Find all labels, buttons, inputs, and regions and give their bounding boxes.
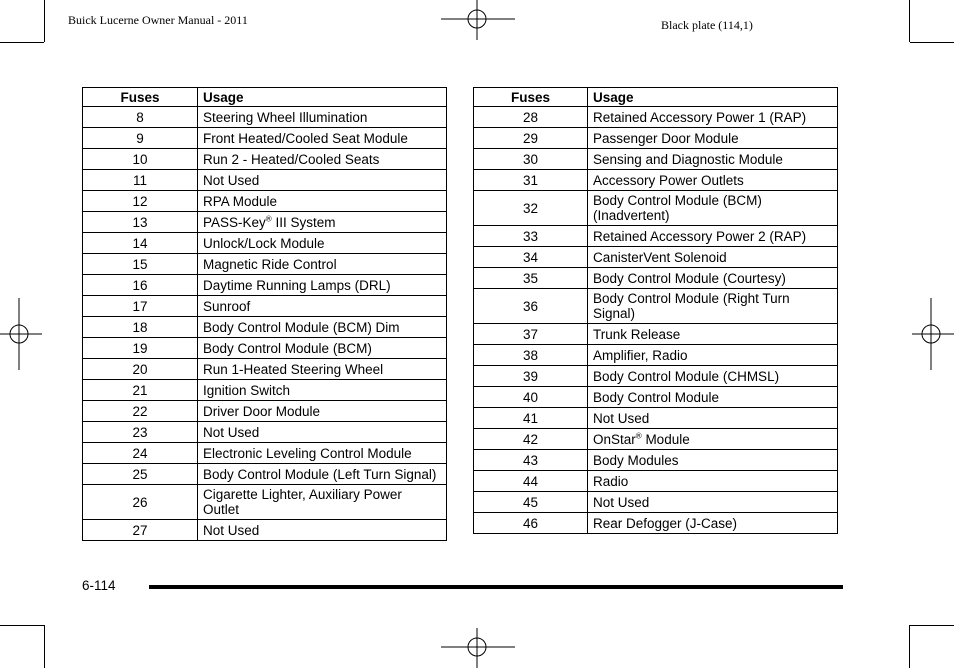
fuse-number: 23 <box>83 422 198 443</box>
fuse-number: 46 <box>474 513 588 534</box>
page-number: 6-114 <box>82 578 116 593</box>
fuse-usage <box>588 268 838 289</box>
fuse-usage <box>198 380 447 401</box>
fuse-number: 27 <box>83 520 198 541</box>
table-row <box>83 191 447 212</box>
fuse-number: 45 <box>474 492 588 513</box>
fuse-usage <box>588 324 838 345</box>
fuse-number: 16 <box>83 275 198 296</box>
usage-text: Not Used <box>203 522 260 538</box>
table-row <box>83 170 447 191</box>
header-plate: Black plate (114,1) <box>661 18 753 32</box>
fuse-number: 28 <box>474 107 588 128</box>
table-row <box>474 429 838 450</box>
fuse-usage <box>588 226 838 247</box>
fuse-usage <box>588 191 838 226</box>
fuse-number: 9 <box>83 128 198 149</box>
fuse-number: 11 <box>83 170 198 191</box>
column-header-fuses: Fuses <box>474 88 588 107</box>
fuse-number: 10 <box>83 149 198 170</box>
fuse-usage <box>198 520 447 541</box>
table-row <box>83 317 447 338</box>
usage-text: Sensing and Diagnostic Module <box>593 151 783 167</box>
table-row <box>83 233 447 254</box>
registration-mark-icon <box>441 628 515 668</box>
fuse-number: 44 <box>474 471 588 492</box>
table-row <box>83 338 447 359</box>
usage-text: Passenger Door Module <box>593 130 739 146</box>
table-row <box>474 408 838 429</box>
registration-mark-icon <box>441 0 515 42</box>
crop-mark <box>44 0 45 42</box>
usage-text: Driver Door Module <box>203 403 321 419</box>
table-row <box>474 450 838 471</box>
footer-rule <box>149 585 843 589</box>
usage-text: Not Used <box>203 172 260 188</box>
fuse-number: 17 <box>83 296 198 317</box>
fuse-table-right <box>473 87 838 534</box>
table-row <box>474 268 838 289</box>
fuse-usage <box>588 387 838 408</box>
fuse-number: 36 <box>474 289 588 324</box>
fuse-number: 26 <box>83 485 198 520</box>
fuse-number: 13 <box>83 212 198 233</box>
column-header-usage: Usage <box>198 88 447 107</box>
usage-text: Unlock/Lock Module <box>203 235 325 251</box>
fuse-number: 41 <box>474 408 588 429</box>
fuse-number: 33 <box>474 226 588 247</box>
table-row <box>474 471 838 492</box>
usage-text: PASS-Key <box>203 214 266 230</box>
fuse-usage <box>588 429 838 450</box>
table-header-row <box>83 88 447 107</box>
table-row <box>474 492 838 513</box>
fuse-number: 22 <box>83 401 198 422</box>
table-row <box>474 170 838 191</box>
usage-text: Not Used <box>593 494 650 510</box>
table-row <box>474 366 838 387</box>
crop-mark <box>0 625 44 626</box>
usage-text: OnStar <box>593 431 636 447</box>
fuse-usage <box>588 492 838 513</box>
fuse-usage <box>588 247 838 268</box>
fuse-number: 43 <box>474 450 588 471</box>
fuse-table-left <box>82 87 447 541</box>
fuse-number: 30 <box>474 149 588 170</box>
usage-text: RPA Module <box>203 193 278 209</box>
fuse-number: 34 <box>474 247 588 268</box>
table-row <box>83 443 447 464</box>
table-row <box>474 247 838 268</box>
usage-text: Not Used <box>593 410 650 426</box>
fuse-number: 39 <box>474 366 588 387</box>
fuse-usage <box>198 296 447 317</box>
column-header-usage: Usage <box>588 88 838 107</box>
fuse-number: 29 <box>474 128 588 149</box>
fuse-usage <box>198 443 447 464</box>
table-row <box>83 107 447 128</box>
usage-text: Body Control Module (Courtesy) <box>593 270 786 286</box>
fuse-usage <box>588 289 838 324</box>
usage-text: Retained Accessory Power 1 (RAP) <box>593 109 807 125</box>
table-row <box>474 324 838 345</box>
table-row <box>83 128 447 149</box>
fuse-usage <box>588 408 838 429</box>
fuse-number: 14 <box>83 233 198 254</box>
table-row <box>474 513 838 534</box>
fuse-usage <box>588 170 838 191</box>
usage-text: Trunk Release <box>593 326 681 342</box>
fuse-usage <box>588 513 838 534</box>
table-row <box>83 485 447 520</box>
fuse-usage <box>198 338 447 359</box>
registration-mark-icon <box>912 298 954 370</box>
table-row <box>474 345 838 366</box>
table-row <box>83 296 447 317</box>
table-row <box>474 107 838 128</box>
fuse-number: 24 <box>83 443 198 464</box>
table-row <box>474 128 838 149</box>
usage-text-suffix: Module <box>641 431 690 447</box>
usage-text-suffix: III System <box>271 214 336 230</box>
fuse-usage <box>588 450 838 471</box>
fuse-usage <box>588 107 838 128</box>
usage-text: Electronic Leveling Control Module <box>203 445 412 461</box>
crop-mark <box>0 42 44 43</box>
usage-text: Radio <box>593 473 629 489</box>
fuse-usage <box>588 345 838 366</box>
fuse-number: 40 <box>474 387 588 408</box>
usage-text: Cigarette Lighter, Auxiliary Power Outlet <box>203 487 402 517</box>
fuse-usage <box>198 107 447 128</box>
fuse-usage <box>198 359 447 380</box>
fuse-usage <box>198 254 447 275</box>
table-row <box>474 226 838 247</box>
fuse-number: 37 <box>474 324 588 345</box>
fuse-usage <box>198 191 447 212</box>
fuse-usage <box>198 422 447 443</box>
usage-text: Ignition Switch <box>203 382 291 398</box>
fuse-number: 8 <box>83 107 198 128</box>
usage-text: Body Control Module (Right Turn Signal) <box>593 291 790 321</box>
crop-mark <box>44 625 45 668</box>
usage-text: Run 1-Heated Steering Wheel <box>203 361 384 377</box>
table-row <box>474 289 838 324</box>
usage-text: Body Control Module <box>593 389 720 405</box>
fuse-usage <box>198 275 447 296</box>
table-row <box>83 464 447 485</box>
usage-text: Accessory Power Outlets <box>593 172 744 188</box>
fuse-usage <box>198 317 447 338</box>
table-row <box>83 149 447 170</box>
registered-mark: ® <box>265 214 272 223</box>
header-title: Buick Lucerne Owner Manual - 2011 <box>68 13 248 27</box>
fuse-usage <box>198 149 447 170</box>
usage-text: Body Control Module (BCM) <box>203 340 372 356</box>
table-row <box>83 422 447 443</box>
fuse-number: 12 <box>83 191 198 212</box>
usage-text: Steering Wheel Illumination <box>203 109 368 125</box>
table-row <box>474 387 838 408</box>
table-row <box>474 149 838 170</box>
usage-text: Body Control Module (BCM) Dim <box>203 319 400 335</box>
usage-text: Body Control Module (BCM) (Inadvertent) <box>593 193 762 223</box>
fuse-number: 18 <box>83 317 198 338</box>
usage-text: Body Control Module (Left Turn Signal) <box>203 466 437 482</box>
table-row <box>83 212 447 233</box>
fuse-usage <box>588 366 838 387</box>
registration-mark-icon <box>0 298 42 370</box>
registered-mark: ® <box>635 431 642 440</box>
table-row <box>83 254 447 275</box>
fuse-number: 25 <box>83 464 198 485</box>
crop-mark <box>909 0 910 42</box>
fuse-number: 38 <box>474 345 588 366</box>
fuse-usage <box>198 464 447 485</box>
fuse-usage <box>198 170 447 191</box>
fuse-usage <box>198 233 447 254</box>
fuse-usage <box>198 128 447 149</box>
usage-text: Rear Defogger (J-Case) <box>593 515 738 531</box>
fuse-number: 31 <box>474 170 588 191</box>
usage-text: Retained Accessory Power 2 (RAP) <box>593 228 807 244</box>
usage-text: Run 2 - Heated/Cooled Seats <box>203 151 380 167</box>
table-row <box>83 359 447 380</box>
fuse-number: 21 <box>83 380 198 401</box>
table-row <box>83 520 447 541</box>
usage-text: Magnetic Ride Control <box>203 256 337 272</box>
table-row <box>474 191 838 226</box>
fuse-number: 35 <box>474 268 588 289</box>
usage-text: CanisterVent Solenoid <box>593 249 727 265</box>
usage-text: Daytime Running Lamps (DRL) <box>203 277 391 293</box>
usage-text: Body Modules <box>593 452 679 468</box>
table-row <box>83 380 447 401</box>
usage-text: Not Used <box>203 424 260 440</box>
fuse-usage <box>588 471 838 492</box>
fuse-usage <box>588 128 838 149</box>
crop-mark <box>909 625 910 668</box>
usage-text: Sunroof <box>203 298 251 314</box>
fuse-number: 20 <box>83 359 198 380</box>
column-header-fuses: Fuses <box>83 88 198 107</box>
fuse-usage <box>198 212 447 233</box>
table-row <box>83 401 447 422</box>
crop-mark <box>910 625 954 626</box>
fuse-usage <box>198 401 447 422</box>
table-header-row <box>474 88 838 107</box>
fuse-number: 42 <box>474 429 588 450</box>
fuse-usage <box>588 149 838 170</box>
fuse-number: 32 <box>474 191 588 226</box>
usage-text: Body Control Module (CHMSL) <box>593 368 780 384</box>
fuse-usage <box>198 485 447 520</box>
fuse-number: 19 <box>83 338 198 359</box>
table-row <box>83 275 447 296</box>
usage-text: Front Heated/Cooled Seat Module <box>203 130 408 146</box>
usage-text: Amplifier, Radio <box>593 347 688 363</box>
crop-mark <box>910 42 954 43</box>
fuse-number: 15 <box>83 254 198 275</box>
